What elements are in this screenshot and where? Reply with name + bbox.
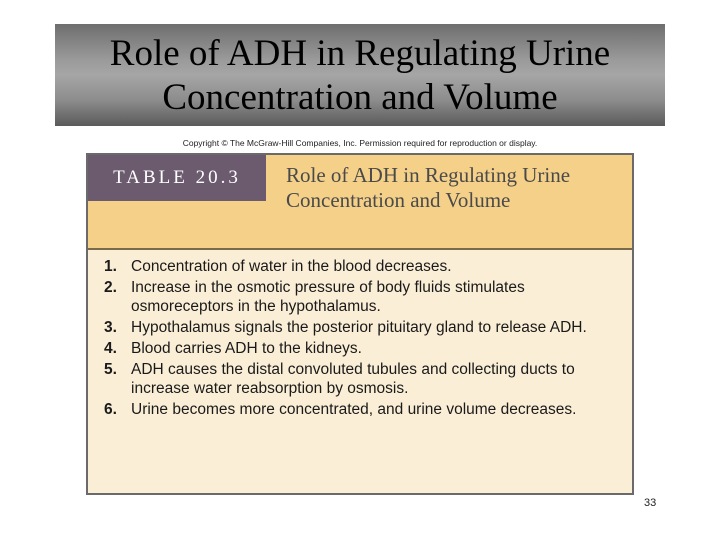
step-text: Concentration of water in the blood decreases. — [131, 258, 452, 275]
step-number: 3. — [104, 319, 117, 336]
step-number: 1. — [104, 258, 117, 275]
table-number-label: TABLE 20.3 — [88, 155, 266, 201]
list-item — [104, 257, 624, 276]
list-item — [104, 360, 624, 398]
title-band — [55, 24, 665, 126]
list-item — [104, 278, 624, 316]
table-title: Role of ADH in Regulating Urine Concentration and Volume — [286, 163, 571, 212]
step-text: Hypothalamus signals the posterior pituitary gland to release ADH. — [131, 319, 587, 336]
step-text: Urine becomes more concentrated, and urine volume decreases. — [131, 401, 577, 418]
step-number: 4. — [104, 340, 117, 357]
adh-table — [86, 153, 634, 495]
list-item — [104, 318, 624, 337]
table-header — [88, 155, 632, 250]
steps-list — [104, 257, 624, 421]
step-number: 2. — [104, 279, 117, 296]
list-item — [104, 339, 624, 358]
list-item — [104, 400, 624, 419]
step-number: 6. — [104, 401, 117, 418]
step-text: Increase in the osmotic pressure of body fluids stimulates osmoreceptors in the hypothalamus. — [131, 279, 525, 315]
step-number: 5. — [104, 361, 117, 378]
slide-title: Role of ADH in Regulating Urine Concentration and Volume — [109, 33, 611, 118]
page-number: 33 — [644, 497, 657, 509]
step-text: Blood carries ADH to the kidneys. — [131, 340, 362, 357]
step-text: ADH causes the distal convoluted tubules and collecting ducts to increase water reabsorption by osmosis. — [131, 361, 575, 397]
copyright-notice: Copyright © The McGraw-Hill Companies, Inc. Permission required for reproduction or display. — [182, 138, 538, 148]
